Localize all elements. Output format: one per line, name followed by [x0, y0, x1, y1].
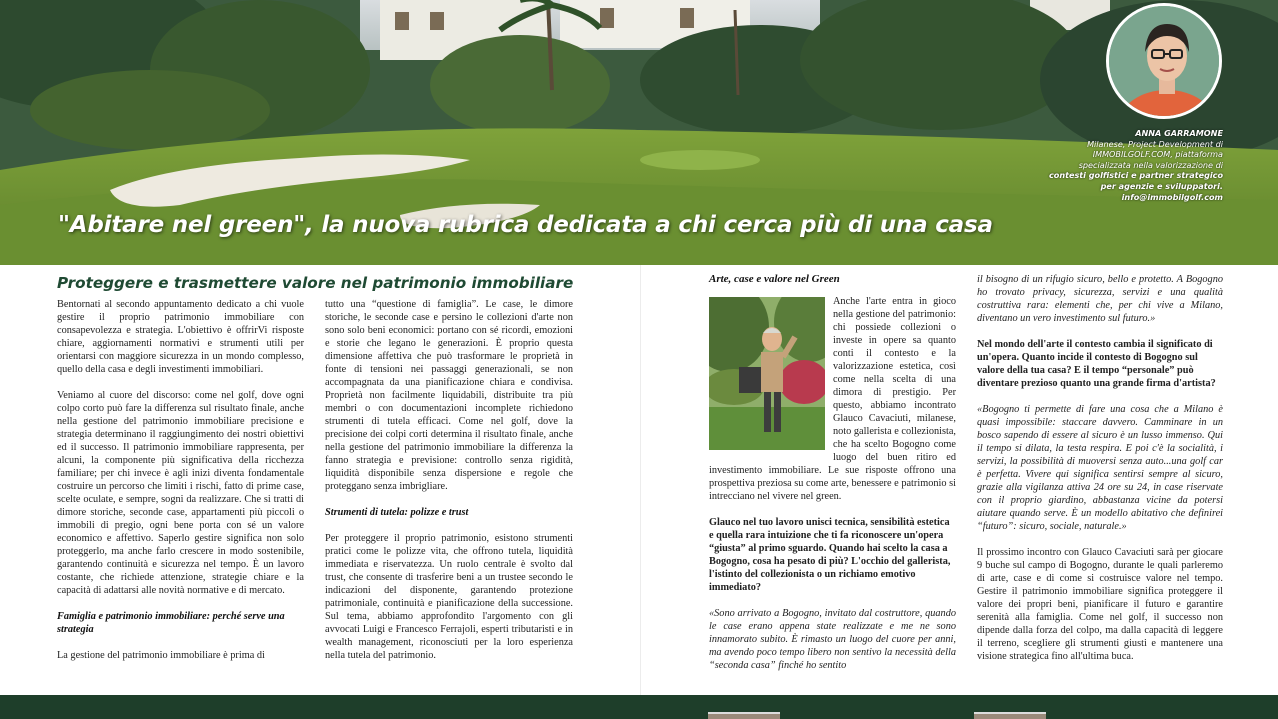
paragraph: tutto una “questione di famiglia”. Le case, le dimore storiche, le seconde case e persino le collezioni d'arte non sono solo beni economici: portano con sé ricordi, emozioni e storie che legano le generazioni. È proprio questa dimensione affettiva che può trasformare le proprietà in fonte di tensioni nei passaggi generazionali, se non accompagnata da una pianificazione chiara e condivisa. Proprietà non facilmente liquidabili, distribuite tra più membri o con documentazioni incomplete richiedono strumenti di tutela efficaci. Come nel golf, dove la precisione dei colpi corti determina il risultato finale, anche nella gestione del patrimonio immobiliare la differenza la fanno strategia e previsione: controllo senza rigidità, liquidità disponibile senza dispersione e regole che proteggano senza imbrigliare.: [325, 299, 573, 492]
next-page-thumbnail: [974, 712, 1046, 719]
interview-question: Glauco nel tuo lavoro unisci tecnica, sensibilità estetica e quella rara intuizione che ti fa riconoscere un'opera “giusta” al primo sguardo. Quando hai scelto la casa a Bogogno, cosa ha pesato di più? L'occhio del gallerista, l'istinto del collezionista o un richiamo emotivo immediato?: [709, 517, 951, 593]
subheading: Famiglia e patrimonio immobiliare: perché serve una strategia: [57, 611, 285, 635]
article-title: "Abitare nel green", la nuova rubrica dedicata a chi cerca più di una casa: [58, 212, 993, 238]
author-role-line: Milanese, Project Development di: [1087, 138, 1223, 149]
section-heading: Proteggere e trasmettere valore nel patrimonio immobiliare: [57, 274, 574, 292]
interview-answer: il bisogno di un rifugio sicuro, bello e protetto. A Bogogno ho trovato privacy, sicurezza, servizi e una qualità costruttiva rara: elementi che, per chi vive a Milano, diventano un vero investimento sul futuro.»: [977, 274, 1223, 324]
paragraph: Veniamo al cuore del discorso: come nel golf, dove ogni colpo corto può fare la differenza sul risultato finale, anche nella gestione del patrimonio immobiliare precisione e strategia determinano il raggiungimento dei nostri obiettivi ed il successo. Il patrimonio immobiliare rappresenta, per alcuni, la componente più significativa della ricchezza familiare; per chi invece è agli inizi diventa fondamentale costruire un percorso che limiti i rischi, fatto di prime case, scelte oculate, e sempre, sogni da realizzare. Che si tratti di dimore storiche, seconde case, appartamenti più piccoli o immobili di pregio, ogni bene porta con sé un valore economico e affettivo. Saperlo gestire significa non solo proteggerlo, ma anche farlo crescere in modo sostenibile, garantendo continuità e sicurezza nel tempo. È un lavoro costante, che richiede attenzione, strategie chiare e la capacità di adattarsi alle novità normative e di mercato.: [57, 390, 304, 596]
paragraph: Bentornati al secondo appuntamento dedicato a chi vuole gestire il proprio patrimonio immobiliare con consapevolezza e strategia. L'obiettivo è offrirVi risposte chiare, aggiornamenti normativi e strumenti utili per orientarsi con maggiore sicurezza in un mondo complesso, quello della casa e degli investimenti immobiliari.: [57, 299, 304, 375]
hero-banner: [0, 0, 1278, 265]
author-name: ANNA GARRAMONE: [1135, 128, 1223, 138]
author-avatar: [1106, 3, 1222, 119]
next-page-thumbnail: [708, 712, 780, 719]
subheading: Arte, case e valore nel Green: [709, 273, 840, 285]
author-role-line: per agenzie e sviluppatori.: [1100, 180, 1223, 191]
text-column-1: [57, 298, 304, 675]
author-role-line: specializzata nella valorizzazione di: [1078, 159, 1223, 170]
author-credit: [1030, 128, 1223, 202]
interview-answer: «Bogogno ti permette di fare una cosa che a Milano è quasi impossibile: staccare davvero. Camminare in un bosco sapendo di essere al sicuro è un lusso immenso. Qui il tempo si dilata, la testa respira. E poi c'è la socialità, i servizi, la possibilità di muoversi senza auto...una golf car è perfetta. Vivere qui significa sentirsi sempre al sicuro, grazie alla vigilanza attiva 24 ore su 24, in case riservate con il proprio giardino, abbastanza vicine da potersi aiutare quando serve. È un modello abitativo che definirei “futuro”: sicuro, sociale, naturale.»: [977, 404, 1223, 532]
interviewee-photo: [709, 297, 825, 450]
subheading: Strumenti di tutela: polizze e trust: [325, 507, 469, 518]
footer-bar: [0, 695, 1278, 719]
interview-question: Nel mondo dell'arte il contesto cambia il significato di un'opera. Quanto incide il contesto di Bogogno sul valore della tua casa? E il tempo “personale” può diventare prezioso quanto una grande firma d'artista?: [977, 339, 1216, 389]
text-column-4: [977, 273, 1223, 676]
author-role-line: IMMOBILGOLF.COM, piattaforma: [1092, 149, 1223, 160]
author-role-line: contesti golfistici e partner strategico: [1048, 170, 1223, 181]
author-email-link[interactable]: info@immobilgolf.com: [1121, 191, 1223, 202]
paragraph: Il prossimo incontro con Glauco Cavaciuti sarà per giocare 9 buche sul campo di Bogogno, durante le quali parleremo di arte, case e di come si costruisce valore nel tempo. Gestire il patrimonio immobiliare significa proteggere il valore dei propri beni, pianificare il futuro e garantire serenità alla famiglia. Come nel golf, il successo non dipende dalla forza del colpo, ma dalla capacità di leggere il terreno, scegliere gli strumenti giusti e mantenere una visione strategica fino all'ultima buca.: [977, 547, 1223, 662]
text-column-3: [709, 273, 956, 685]
page-gutter: [640, 265, 641, 695]
interview-answer: «Sono arrivato a Bogogno, invitato dal costruttore, quando le case erano appena state realizzate e me ne sono innamorato subito. È rimasto un luogo del cuore per anni, ma avendo poco tempo libero non sentivo la necessità della “seconda casa” finché ho sentito: [709, 608, 956, 671]
paragraph: La gestione del patrimonio immobiliare è prima di: [57, 650, 265, 661]
person-in-garden-icon: [709, 297, 825, 450]
paragraph: Per proteggere il proprio patrimonio, esistono strumenti pratici come le polizze vita, che offrono tutela, liquidità immediata e riservatezza. Un ruolo centrale è svolto dal trust, che consente di trasferire beni a un trustee secondo le indicazioni del disponente, garantendo protezione patrimoniale, continuità e pianificazione della successione. Sul tema, abbiamo approfondito l'argomento con gli avvocati Luigi e Francesco Ferrajoli, esperti tributaristi e in wealth management, riconosciuti per la loro esperienza nella tutela del patrimonio.: [325, 533, 573, 661]
paragraph: Anche l'arte entra in gioco nella gestione del patrimonio: chi possiede collezioni o investe in opere sa quanto conti il contesto e la valorizzazione estetica, così come nella scelta di una dimora di prestigio. Per questo, abbiamo incontrato Glauco Cavaciuti, milanese, noto gallerista e collezionista, che ha scelto Bogogno come luogo del buen ritiro ed investimento immobiliare. Le sue risposte offrono una prospettiva preziosa su come arte, benessere e patrimonio si intrecciano nel vivere nel green.: [709, 296, 956, 502]
text-column-2: [325, 298, 573, 675]
